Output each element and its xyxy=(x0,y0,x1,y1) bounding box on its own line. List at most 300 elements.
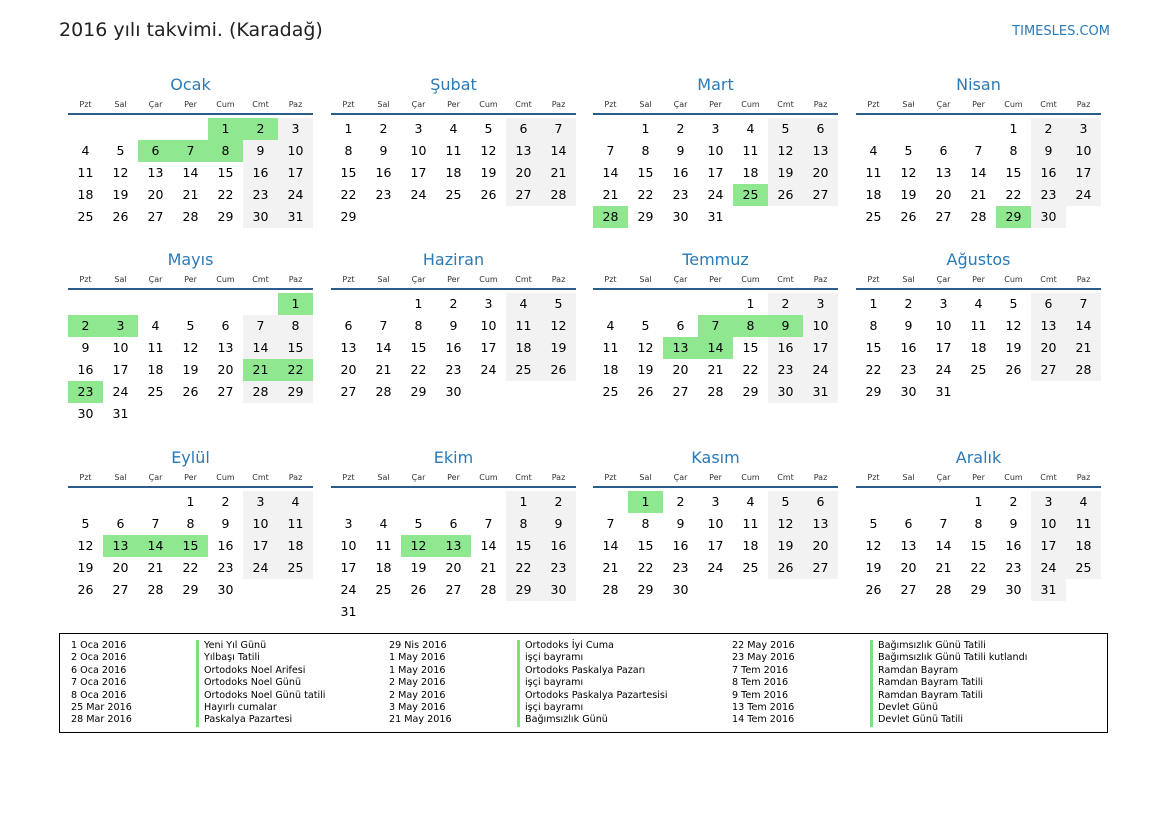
day-cell: 9 xyxy=(904,318,913,333)
day-cell: 30 xyxy=(672,582,689,597)
weekday-label: Sal xyxy=(902,473,915,482)
holiday-day-cell: 15 xyxy=(173,535,208,557)
legend-holiday-name: Yılbaşı Tatili xyxy=(196,652,325,664)
weekday-label: Per xyxy=(709,275,722,284)
weekday-label: Per xyxy=(972,275,985,284)
day-cell: 27 xyxy=(147,209,164,224)
day-cell: 14 xyxy=(602,165,619,180)
weekday-label: Paz xyxy=(1076,473,1091,482)
weekday-label: Per xyxy=(447,275,460,284)
holiday-day-cell: 7 xyxy=(698,315,733,337)
weekday-label: Cum xyxy=(741,275,760,284)
day-cell: 18 xyxy=(742,538,759,553)
day-cell: 26 xyxy=(768,184,803,206)
weekday-label: Pzt xyxy=(79,473,92,482)
day-cell: 31 xyxy=(803,381,838,403)
day-cell: 13 xyxy=(1031,315,1066,337)
day-cell: 4 xyxy=(974,296,983,311)
day-cell: 29 xyxy=(637,582,654,597)
weekday-label: Cum xyxy=(479,473,498,482)
day-cell: 21 xyxy=(182,187,199,202)
day-cell: 14 xyxy=(602,538,619,553)
empty-cell xyxy=(593,118,628,140)
legend-date: 14 Tem 2016 xyxy=(732,714,795,726)
weekday-label: Cmt xyxy=(1040,100,1057,109)
day-cell: 4 xyxy=(746,494,755,509)
day-cell: 19 xyxy=(768,535,803,557)
day-cell: 27 xyxy=(112,582,129,597)
legend-date: 8 Oca 2016 xyxy=(71,689,127,701)
day-cell: 12 xyxy=(1005,318,1022,333)
day-cell: 18 xyxy=(375,560,392,575)
day-cell: 25 xyxy=(970,362,987,377)
weekday-label: Cmt xyxy=(1040,473,1057,482)
day-cell: 24 xyxy=(340,582,357,597)
weekday-label: Per xyxy=(972,473,985,482)
month-block xyxy=(331,249,576,403)
day-cell: 14 xyxy=(480,538,497,553)
day-cell: 28 xyxy=(970,209,987,224)
day-cell: 12 xyxy=(541,315,576,337)
day-cell: 8 xyxy=(1009,143,1018,158)
day-cell: 6 xyxy=(803,491,838,513)
legend-date: 2 Oca 2016 xyxy=(71,652,127,664)
day-cell: 14 xyxy=(243,337,278,359)
weekday-label: Cmt xyxy=(515,100,532,109)
day-cell: 28 xyxy=(182,209,199,224)
weekday-header xyxy=(593,469,838,488)
day-cell: 6 xyxy=(449,516,458,531)
day-cell: 10 xyxy=(803,315,838,337)
day-cell: 30 xyxy=(243,206,278,228)
day-cell: 1 xyxy=(414,296,423,311)
day-cell: 6 xyxy=(506,118,541,140)
day-cell: 30 xyxy=(1031,206,1066,228)
day-cell: 5 xyxy=(414,516,423,531)
empty-cell xyxy=(173,293,208,315)
day-grid xyxy=(68,293,313,425)
day-cell: 1 xyxy=(186,494,195,509)
legend-date: 23 May 2016 xyxy=(732,652,795,664)
weekday-label: Paz xyxy=(288,275,303,284)
holiday-day-cell: 7 xyxy=(173,140,208,162)
day-cell: 4 xyxy=(449,121,458,136)
holiday-day-cell: 28 xyxy=(593,206,628,228)
weekday-label: Paz xyxy=(813,275,828,284)
day-cell: 2 xyxy=(676,121,685,136)
month-name: Haziran xyxy=(422,250,485,269)
day-cell: 19 xyxy=(900,187,917,202)
empty-cell xyxy=(926,118,961,140)
day-cell: 29 xyxy=(865,384,882,399)
weekday-header xyxy=(68,96,313,115)
legend-date: 28 Mar 2016 xyxy=(71,714,132,726)
holiday-day-cell: 1 xyxy=(208,118,243,140)
day-grid xyxy=(856,491,1101,601)
day-cell: 17 xyxy=(480,340,497,355)
day-cell: 30 xyxy=(541,579,576,601)
day-cell: 26 xyxy=(1005,362,1022,377)
day-cell: 16 xyxy=(77,362,94,377)
legend-date: 21 May 2016 xyxy=(389,714,452,726)
day-cell: 25 xyxy=(602,384,619,399)
day-cell: 30 xyxy=(77,406,94,421)
weekday-header xyxy=(331,96,576,115)
day-cell: 20 xyxy=(803,535,838,557)
weekday-label: Sal xyxy=(902,275,915,284)
day-cell: 27 xyxy=(935,209,952,224)
day-cell: 1 xyxy=(746,296,755,311)
legend-holiday-name: işçi bayramı xyxy=(517,677,668,689)
day-cell: 20 xyxy=(506,162,541,184)
weekday-label: Cmt xyxy=(515,473,532,482)
month-block xyxy=(856,249,1101,403)
day-cell: 3 xyxy=(711,121,720,136)
weekday-label: Sal xyxy=(639,275,652,284)
weekday-header xyxy=(593,271,838,290)
day-cell: 20 xyxy=(672,362,689,377)
day-cell: 4 xyxy=(1066,491,1101,513)
day-cell: 6 xyxy=(676,318,685,333)
day-cell: 31 xyxy=(278,206,313,228)
holiday-day-cell: 2 xyxy=(68,315,103,337)
day-cell: 24 xyxy=(803,359,838,381)
day-cell: 5 xyxy=(541,293,576,315)
empty-cell xyxy=(331,293,366,315)
day-cell: 19 xyxy=(768,162,803,184)
weekday-label: Paz xyxy=(1076,100,1091,109)
day-cell: 11 xyxy=(445,143,462,158)
day-cell: 18 xyxy=(970,340,987,355)
day-cell: 11 xyxy=(147,340,164,355)
day-cell: 21 xyxy=(970,187,987,202)
empty-cell xyxy=(926,491,961,513)
weekday-label: Çar xyxy=(673,100,688,109)
weekday-label: Cmt xyxy=(777,100,794,109)
day-cell: 7 xyxy=(541,118,576,140)
weekday-label: Pzt xyxy=(604,473,617,482)
weekday-label: Sal xyxy=(639,473,652,482)
day-cell: 29 xyxy=(182,582,199,597)
empty-cell xyxy=(68,118,103,140)
day-cell: 29 xyxy=(742,384,759,399)
day-cell: 15 xyxy=(506,535,541,557)
day-cell: 13 xyxy=(340,340,357,355)
month-block xyxy=(331,74,576,228)
empty-cell xyxy=(593,491,628,513)
day-cell: 20 xyxy=(900,560,917,575)
weekday-header xyxy=(68,469,313,488)
day-cell: 14 xyxy=(1066,315,1101,337)
day-cell: 2 xyxy=(221,494,230,509)
empty-cell xyxy=(243,293,278,315)
day-cell: 31 xyxy=(935,384,952,399)
day-cell: 8 xyxy=(186,516,195,531)
day-cell: 25 xyxy=(147,384,164,399)
day-cell: 19 xyxy=(77,560,94,575)
day-cell: 27 xyxy=(506,184,541,206)
day-cell: 21 xyxy=(707,362,724,377)
weekday-label: Per xyxy=(709,100,722,109)
day-cell: 13 xyxy=(217,340,234,355)
holiday-day-cell: 8 xyxy=(733,315,768,337)
day-cell: 27 xyxy=(217,384,234,399)
legend-date: 25 Mar 2016 xyxy=(71,701,132,713)
day-cell: 18 xyxy=(742,165,759,180)
weekday-label: Pzt xyxy=(867,275,880,284)
empty-cell xyxy=(891,491,926,513)
weekday-label: Pzt xyxy=(79,275,92,284)
empty-cell xyxy=(401,491,436,513)
day-cell: 10 xyxy=(112,340,129,355)
weekday-label: Cmt xyxy=(252,473,269,482)
legend-date-column xyxy=(389,640,452,727)
day-cell: 16 xyxy=(672,165,689,180)
day-cell: 21 xyxy=(602,560,619,575)
day-cell: 3 xyxy=(939,296,948,311)
day-cell: 8 xyxy=(974,516,983,531)
empty-cell xyxy=(331,491,366,513)
day-cell: 1 xyxy=(1009,121,1018,136)
weekday-label: Çar xyxy=(936,100,951,109)
holiday-day-cell: 13 xyxy=(103,535,138,557)
weekday-label: Sal xyxy=(902,100,915,109)
day-cell: 11 xyxy=(278,513,313,535)
day-cell: 28 xyxy=(1066,359,1101,381)
legend-holiday-name: işçi bayramı xyxy=(517,702,668,714)
day-cell: 5 xyxy=(768,491,803,513)
day-cell: 11 xyxy=(506,315,541,337)
day-cell: 22 xyxy=(742,362,759,377)
legend-holiday-name: Ortodoks Noel Günü xyxy=(196,677,325,689)
day-cell: 1 xyxy=(506,491,541,513)
day-cell: 28 xyxy=(707,384,724,399)
weekday-label: Cmt xyxy=(777,473,794,482)
day-cell: 21 xyxy=(147,560,164,575)
day-cell: 15 xyxy=(217,165,234,180)
day-cell: 24 xyxy=(410,187,427,202)
day-cell: 16 xyxy=(768,337,803,359)
day-cell: 24 xyxy=(707,187,724,202)
day-grid xyxy=(593,118,838,228)
day-cell: 17 xyxy=(243,535,278,557)
day-cell: 29 xyxy=(637,209,654,224)
day-cell: 4 xyxy=(278,491,313,513)
weekday-label: Cum xyxy=(741,473,760,482)
day-cell: 19 xyxy=(865,560,882,575)
day-cell: 23 xyxy=(900,362,917,377)
day-cell: 18 xyxy=(865,187,882,202)
holiday-day-cell: 3 xyxy=(103,315,138,337)
day-cell: 30 xyxy=(445,384,462,399)
month-name: Aralık xyxy=(955,448,1002,467)
day-cell: 3 xyxy=(344,516,353,531)
day-cell: 11 xyxy=(602,340,619,355)
day-cell: 10 xyxy=(340,538,357,553)
holiday-day-cell: 1 xyxy=(278,293,313,315)
day-cell: 31 xyxy=(1031,579,1066,601)
empty-cell xyxy=(891,118,926,140)
holiday-day-cell: 2 xyxy=(243,118,278,140)
weekday-label: Cum xyxy=(1004,473,1023,482)
legend-holiday-name: Bağımsızlık Günü Tatili xyxy=(870,640,1027,652)
day-cell: 7 xyxy=(974,143,983,158)
day-cell: 10 xyxy=(935,318,952,333)
day-cell: 7 xyxy=(606,516,615,531)
weekday-label: Çar xyxy=(411,473,426,482)
day-cell: 11 xyxy=(77,165,94,180)
holiday-day-cell: 21 xyxy=(243,359,278,381)
day-grid xyxy=(331,118,576,228)
month-block xyxy=(331,447,576,623)
day-cell: 6 xyxy=(344,318,353,333)
day-cell: 5 xyxy=(484,121,493,136)
day-cell: 4 xyxy=(606,318,615,333)
day-cell: 27 xyxy=(340,384,357,399)
weekday-header xyxy=(856,96,1101,115)
day-cell: 1 xyxy=(974,494,983,509)
empty-cell xyxy=(208,293,243,315)
day-cell: 3 xyxy=(484,296,493,311)
day-cell: 13 xyxy=(803,140,838,162)
weekday-label: Cum xyxy=(216,473,235,482)
weekday-header xyxy=(68,271,313,290)
day-cell: 11 xyxy=(970,318,987,333)
day-cell: 21 xyxy=(935,560,952,575)
empty-cell xyxy=(68,293,103,315)
day-cell: 5 xyxy=(768,118,803,140)
day-cell: 12 xyxy=(865,538,882,553)
weekday-header xyxy=(856,271,1101,290)
day-cell: 19 xyxy=(541,337,576,359)
weekday-label: Çar xyxy=(411,100,426,109)
legend-holiday-name: Yeni Yıl Günü xyxy=(196,640,325,652)
weekday-label: Cmt xyxy=(1040,275,1057,284)
day-cell: 12 xyxy=(77,538,94,553)
day-cell: 26 xyxy=(865,582,882,597)
empty-cell xyxy=(103,293,138,315)
weekday-label: Paz xyxy=(813,100,828,109)
day-cell: 7 xyxy=(606,143,615,158)
empty-cell xyxy=(366,293,401,315)
weekday-label: Sal xyxy=(377,473,390,482)
empty-cell xyxy=(138,118,173,140)
weekday-label: Sal xyxy=(377,100,390,109)
page-title: 2016 yılı takvimi. (Karadağ) xyxy=(59,19,323,41)
day-cell: 16 xyxy=(243,162,278,184)
day-cell: 11 xyxy=(865,165,882,180)
day-cell: 27 xyxy=(445,582,462,597)
weekday-label: Çar xyxy=(411,275,426,284)
weekday-label: Sal xyxy=(114,100,127,109)
weekday-label: Cmt xyxy=(252,275,269,284)
day-cell: 14 xyxy=(375,340,392,355)
day-cell: 20 xyxy=(935,187,952,202)
day-cell: 22 xyxy=(410,362,427,377)
day-cell: 12 xyxy=(637,340,654,355)
legend-name-column xyxy=(870,640,1027,727)
day-cell: 6 xyxy=(803,118,838,140)
day-cell: 22 xyxy=(506,557,541,579)
legend-holiday-name: işçi bayramı xyxy=(517,652,668,664)
day-cell: 18 xyxy=(77,187,94,202)
weekday-label: Pzt xyxy=(342,473,355,482)
legend-date-column xyxy=(71,640,132,727)
weekday-label: Paz xyxy=(288,100,303,109)
weekday-label: Pzt xyxy=(342,100,355,109)
legend-holiday-name: Bağımsızlık Günü Tatili kutlandı xyxy=(870,652,1027,664)
day-cell: 22 xyxy=(637,187,654,202)
day-cell: 30 xyxy=(768,381,803,403)
weekday-label: Cmt xyxy=(777,275,794,284)
day-cell: 23 xyxy=(541,557,576,579)
weekday-header xyxy=(593,96,838,115)
day-cell: 6 xyxy=(939,143,948,158)
day-cell: 20 xyxy=(445,560,462,575)
legend-holiday-name: Devlet Günü Tatili xyxy=(870,714,1027,726)
day-cell: 2 xyxy=(541,491,576,513)
brand-link[interactable]: TIMESLES.COM xyxy=(1012,24,1110,39)
day-cell: 3 xyxy=(414,121,423,136)
day-cell: 20 xyxy=(803,162,838,184)
weekday-label: Sal xyxy=(377,275,390,284)
weekday-label: Per xyxy=(709,473,722,482)
weekday-label: Paz xyxy=(1076,275,1091,284)
day-cell: 26 xyxy=(77,582,94,597)
day-cell: 16 xyxy=(375,165,392,180)
weekday-label: Çar xyxy=(673,473,688,482)
day-cell: 10 xyxy=(707,516,724,531)
day-cell: 9 xyxy=(1009,516,1018,531)
legend-date: 8 Tem 2016 xyxy=(732,677,789,689)
legend-date: 9 Tem 2016 xyxy=(732,689,789,701)
day-cell: 16 xyxy=(1005,538,1022,553)
empty-cell xyxy=(138,491,173,513)
day-cell: 15 xyxy=(970,538,987,553)
month-name: Ağustos xyxy=(946,250,1011,269)
day-cell: 18 xyxy=(278,535,313,557)
day-cell: 9 xyxy=(541,513,576,535)
day-cell: 10 xyxy=(707,143,724,158)
day-cell: 23 xyxy=(672,187,689,202)
day-cell: 17 xyxy=(1031,535,1066,557)
day-cell: 4 xyxy=(379,516,388,531)
day-cell: 28 xyxy=(243,381,278,403)
legend-holiday-name: Devlet Günü xyxy=(870,702,1027,714)
day-cell: 5 xyxy=(81,516,90,531)
legend-date: 29 Nis 2016 xyxy=(389,640,447,651)
weekday-label: Çar xyxy=(148,275,163,284)
day-cell: 25 xyxy=(506,359,541,381)
day-cell: 14 xyxy=(182,165,199,180)
empty-cell xyxy=(471,491,506,513)
legend-holiday-name: Ortodoks Paskalya Pazarı xyxy=(517,665,668,677)
day-cell: 22 xyxy=(865,362,882,377)
day-cell: 28 xyxy=(147,582,164,597)
day-cell: 28 xyxy=(935,582,952,597)
weekday-label: Cum xyxy=(1004,100,1023,109)
weekday-label: Sal xyxy=(114,473,127,482)
day-cell: 30 xyxy=(1005,582,1022,597)
day-cell: 12 xyxy=(768,513,803,535)
day-cell: 11 xyxy=(742,516,759,531)
day-cell: 19 xyxy=(637,362,654,377)
day-cell: 30 xyxy=(672,209,689,224)
day-cell: 22 xyxy=(217,187,234,202)
empty-cell xyxy=(593,293,628,315)
day-cell: 24 xyxy=(480,362,497,377)
day-cell: 9 xyxy=(676,516,685,531)
